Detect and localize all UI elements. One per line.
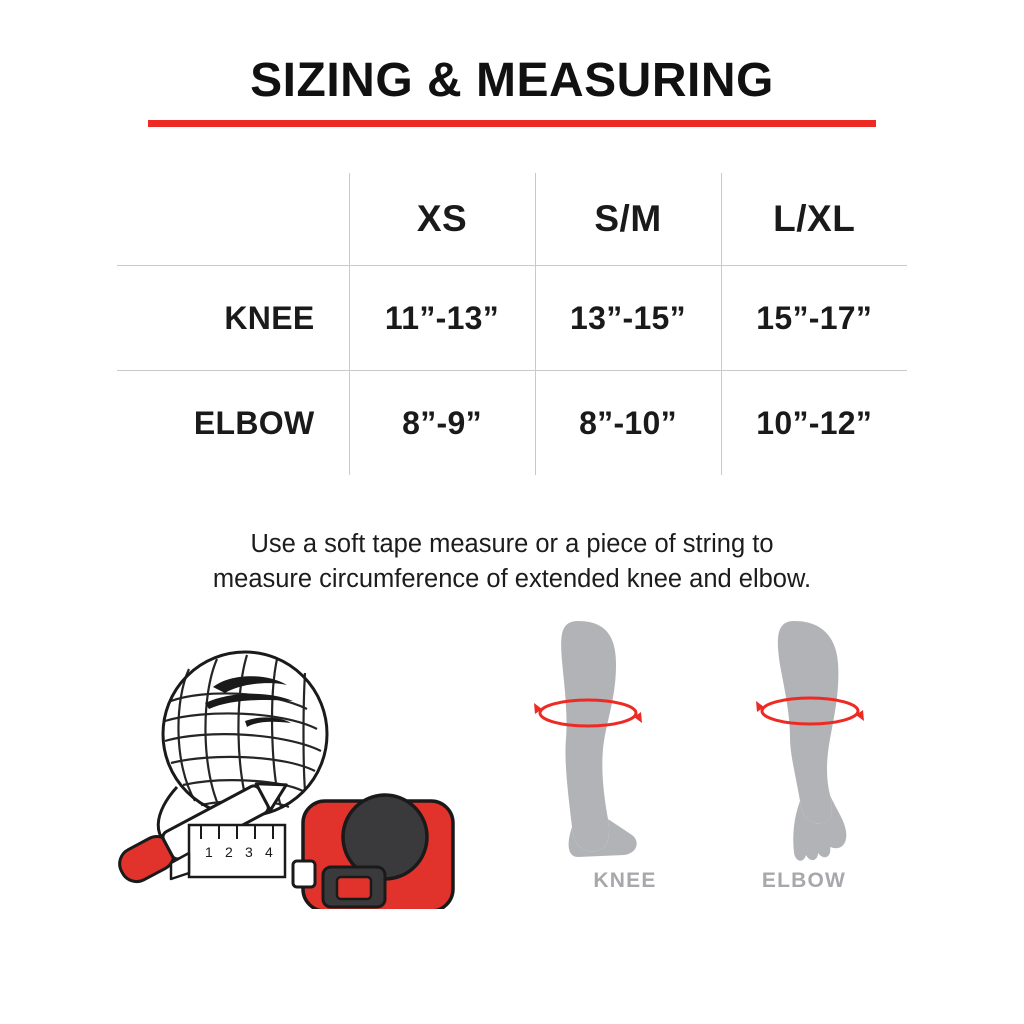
illustration-band: [0, 621, 1024, 931]
title-underline-rule: [148, 120, 876, 127]
table-corner-cell: [117, 173, 349, 266]
cell-knee-xs: 11”-13”: [349, 266, 535, 371]
limb-caption-knee: KNEE: [593, 868, 657, 892]
title-block: [0, 56, 1024, 127]
cell-elbow-sm: 8”-10”: [535, 371, 721, 476]
svg-text:4: 4: [265, 843, 273, 860]
row-label-elbow: ELBOW: [117, 371, 349, 476]
arm-with-measuring-ring: [756, 621, 864, 861]
size-table-wrapper: [117, 173, 907, 475]
instructions-line-1: Use a soft tape measure or a piece of string to: [250, 530, 774, 559]
table-header-row: [117, 173, 907, 266]
column-header-lxl: L/XL: [721, 173, 907, 266]
cell-elbow-lxl: 10”-12”: [721, 371, 907, 476]
column-header-sm: S/M: [535, 173, 721, 266]
column-header-xs: XS: [349, 173, 535, 266]
svg-text:3: 3: [245, 843, 253, 860]
size-table: [117, 173, 907, 475]
instructions-line-2: measure circumference of extended knee and elbow.: [212, 565, 812, 594]
cell-knee-sm: 13”-15”: [535, 266, 721, 371]
cell-knee-lxl: 15”-17”: [721, 266, 907, 371]
cell-elbow-xs: 8”-9”: [349, 371, 535, 476]
table-row: [117, 371, 907, 476]
row-label-knee: KNEE: [117, 266, 349, 371]
instructions-text: [72, 527, 952, 596]
svg-text:1: 1: [205, 843, 213, 860]
table-row: [117, 266, 907, 371]
svg-text:2: 2: [225, 843, 233, 860]
leg-with-measuring-ring: [534, 621, 642, 857]
string-ball-and-tape-measure-icon: [55, 629, 475, 909]
limb-illustrations: [512, 621, 972, 921]
page-title: SIZING & MEASURING: [250, 54, 774, 107]
limb-caption-elbow: ELBOW: [761, 868, 847, 892]
